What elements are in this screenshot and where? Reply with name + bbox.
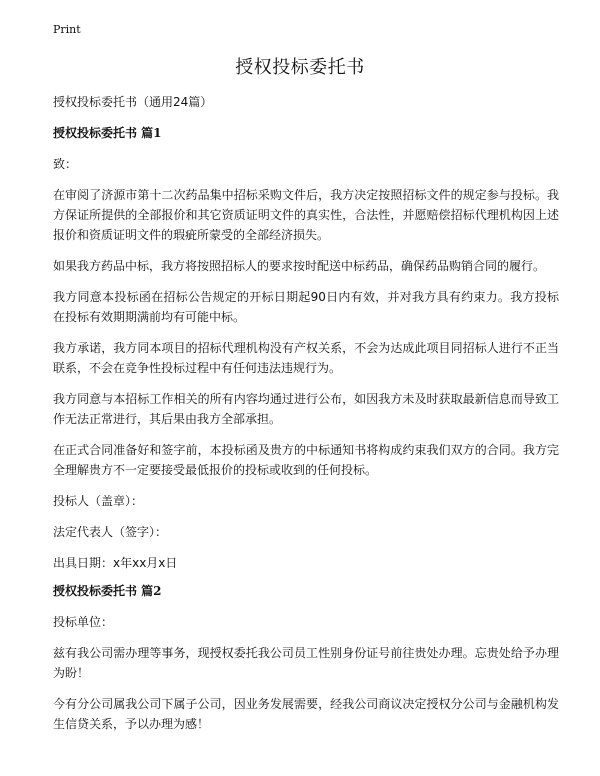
document-body — [53, 92, 559, 734]
document-subtitle: 授权投标委托书（通用24篇） — [53, 95, 213, 109]
paragraph: 如果我方药品中标，我方将按照招标人的要求按时配送中标药品，确保药品购销合同的履行。 — [53, 259, 546, 273]
paragraph: 我方同意本投标函在招标公告规定的开标日期起90日内有效，并对我方具有约束力。我方投标在投标有效期期满前均有可能中标。 — [53, 290, 559, 324]
bidder-seal-label: 投标人（盖章）： — [53, 494, 144, 508]
paragraph: 在审阅了济源市第十二次药品集中招标采购文件后，我方决定按照招标文件的规定参与投标。我方保证所提供的全部报价和其它资质证明文件的真实性，合法性，并愿赔偿招标代理机构因上述报价和资质证明文件的瑕疵所蒙受的全部经济损失。 — [53, 188, 559, 242]
print-link[interactable]: Print — [53, 23, 81, 36]
legal-representative-label: 法定代表人（签字）： — [53, 525, 168, 539]
paragraph: 我方同意与本招标工作相关的所有内容均通过进行公布，如因我方未及时获取最新信息而导致工作无法正常进行，其后果由我方全部承担。 — [53, 392, 559, 426]
salutation-1: 致： — [53, 157, 78, 171]
paragraph: 我方承诺，我方同本项目的招标代理机构没有产权关系，不会为达成此项目同招标人进行不正当联系，不会在竞争性投标过程中有任何违法违规行为。 — [53, 341, 559, 375]
section-heading-2: 授权投标委托书 篇2 — [53, 584, 162, 598]
document-title: 授权投标委托书 — [235, 57, 365, 78]
paragraph: 在正式合同准备好和签字前，本投标函及贵方的中标通知书将构成约束我们双方的合同。我方完全理解贵方不一定要接受最低报价的投标或收到的任何投标。 — [53, 443, 559, 477]
paragraph: 兹有我公司需办理等事务，现授权委托我公司员工性别身份证号前往贵处办理。忘贵处给予办理为盼！ — [53, 646, 559, 680]
paragraph: 今有分公司属我公司下属子公司，因业务发展需要，经我公司商议决定授权分公司与金融机构发生信贷关系，予以办理为感！ — [53, 697, 559, 731]
issue-date-label: 出具日期：x年xx月x日 — [53, 556, 178, 570]
section-heading-1: 授权投标委托书 篇1 — [53, 126, 162, 140]
salutation-2: 投标单位： — [53, 615, 114, 629]
